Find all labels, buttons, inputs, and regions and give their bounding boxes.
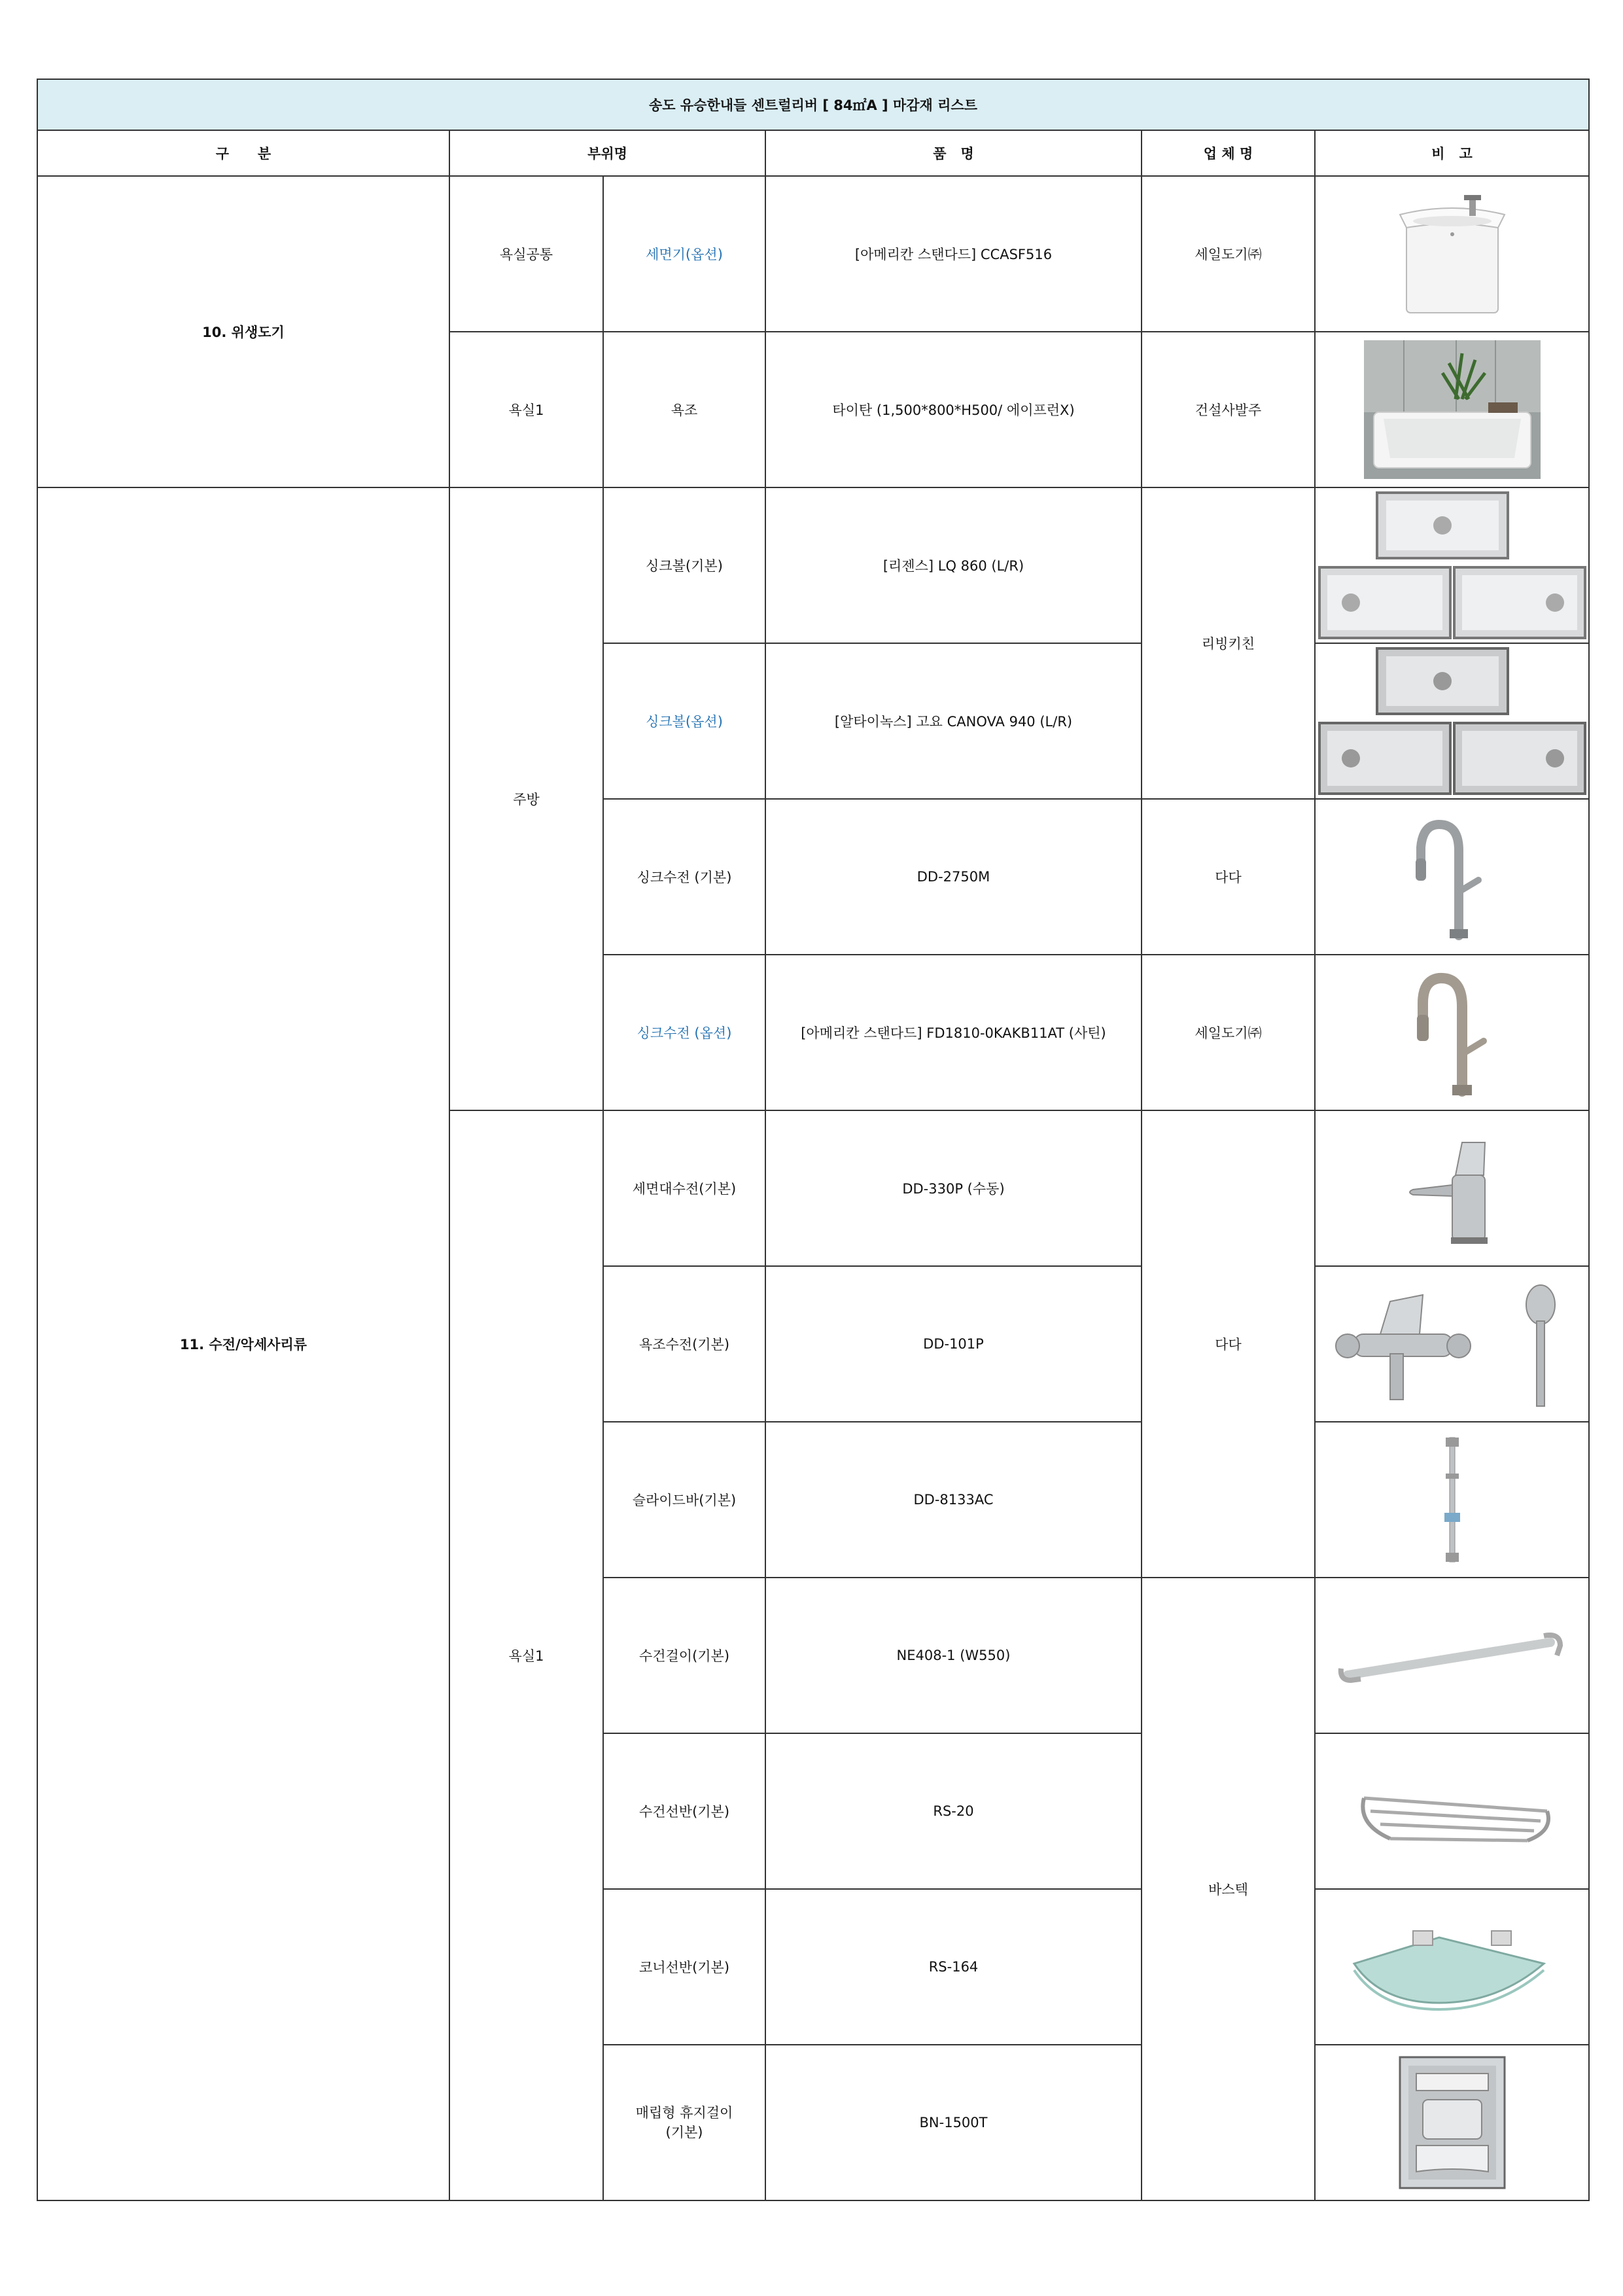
remark-image (1315, 176, 1589, 332)
item-name: 슬라이드바(기본) (603, 1422, 765, 1578)
header-vendor: 업 체 명 (1142, 130, 1315, 176)
remark-image (1315, 955, 1589, 1110)
item-name: 싱크수전 (기본) (603, 799, 765, 955)
remark-image (1315, 1889, 1589, 2045)
slide-bar-icon (1433, 1434, 1472, 1565)
remark-image (1315, 1422, 1589, 1578)
vendor-name: 다다 (1142, 1110, 1315, 1578)
towel-shelf-icon (1344, 1765, 1560, 1857)
item-name: 수건선반(기본) (603, 1733, 765, 1889)
item-name: 싱크수전 (옵션) (603, 955, 765, 1110)
washbasin-icon (1380, 188, 1524, 319)
room-bath1: 욕실1 (449, 1110, 603, 2200)
category-faucet-accessory: 11. 수전/악세사리류 (37, 487, 449, 2200)
kitchen-faucet-icon (1387, 811, 1518, 942)
product-name: RS-20 (765, 1733, 1142, 1889)
remark-image (1315, 1266, 1589, 1422)
vendor-name: 세일도기㈜ (1142, 176, 1315, 332)
product-name: DD-2750M (765, 799, 1142, 955)
item-name: 욕조수전(기본) (603, 1266, 765, 1422)
header-category: 구 분 (37, 130, 449, 176)
product-name: NE408-1 (W550) (765, 1578, 1142, 1733)
header-product: 품 명 (765, 130, 1142, 176)
product-name: DD-8133AC (765, 1422, 1142, 1578)
item-name: 코너선반(기본) (603, 1889, 765, 2045)
vendor-name: 세일도기㈜ (1142, 955, 1315, 1110)
item-name: 매립형 휴지걸이 (기본) (603, 2045, 765, 2200)
remark-image (1315, 1110, 1589, 1266)
basin-faucet-icon (1387, 1129, 1518, 1247)
item-name: 수건걸이(기본) (603, 1578, 765, 1733)
header-location: 부위명 (449, 130, 765, 176)
remark-image (1315, 332, 1589, 487)
room-bath-common: 욕실공통 (449, 176, 603, 332)
item-name: 세면기(옵션) (603, 176, 765, 332)
product-name: DD-330P (수동) (765, 1110, 1142, 1266)
vendor-name: 건설사발주 (1142, 332, 1315, 487)
header-remark: 비 고 (1315, 130, 1589, 176)
remark-image (1315, 799, 1589, 955)
sink-bowl-icon (1318, 646, 1586, 796)
product-name: DD-101P (765, 1266, 1142, 1422)
vendor-name: 바스텍 (1142, 1578, 1315, 2200)
item-name: 싱크볼(옵션) (603, 643, 765, 799)
sink-bowl-icon (1318, 490, 1586, 641)
corner-shelf-icon (1341, 1918, 1563, 2016)
remark-image (1315, 487, 1589, 643)
item-name: 세면대수전(기본) (603, 1110, 765, 1266)
vendor-name: 다다 (1142, 799, 1315, 955)
kitchen-faucet-icon (1387, 964, 1518, 1101)
room-kitchen: 주방 (449, 487, 603, 1110)
room-bath1: 욕실1 (449, 332, 603, 487)
paper-holder-icon (1397, 2054, 1508, 2191)
remark-image (1315, 643, 1589, 799)
item-name: 싱크볼(기본) (603, 487, 765, 643)
product-name: 타이탄 (1,500*800*H500/ 에이프런X) (765, 332, 1142, 487)
bath-faucet-icon (1328, 1275, 1577, 1413)
page-title: 송도 유승한내들 센트럴리버 [ 84㎡A ] 마감재 리스트 (37, 79, 1589, 130)
finish-list-table (37, 79, 1590, 2201)
towel-bar-icon (1335, 1610, 1570, 1701)
product-name: [알타이녹스] 고요 CANOVA 940 (L/R) (765, 643, 1142, 799)
remark-image (1315, 2045, 1589, 2200)
product-name: [리젠스] LQ 860 (L/R) (765, 487, 1142, 643)
bathtub-photo (1364, 340, 1541, 479)
product-name: RS-164 (765, 1889, 1142, 2045)
category-sanitary: 10. 위생도기 (37, 176, 449, 487)
item-name: 욕조 (603, 332, 765, 487)
product-name: [아메리칸 스탠다드] FD1810-0KAKB11AT (사틴) (765, 955, 1142, 1110)
product-name: BN-1500T (765, 2045, 1142, 2200)
remark-image (1315, 1733, 1589, 1889)
vendor-name: 리빙키친 (1142, 487, 1315, 799)
remark-image (1315, 1578, 1589, 1733)
product-name: [아메리칸 스탠다드] CCASF516 (765, 176, 1142, 332)
